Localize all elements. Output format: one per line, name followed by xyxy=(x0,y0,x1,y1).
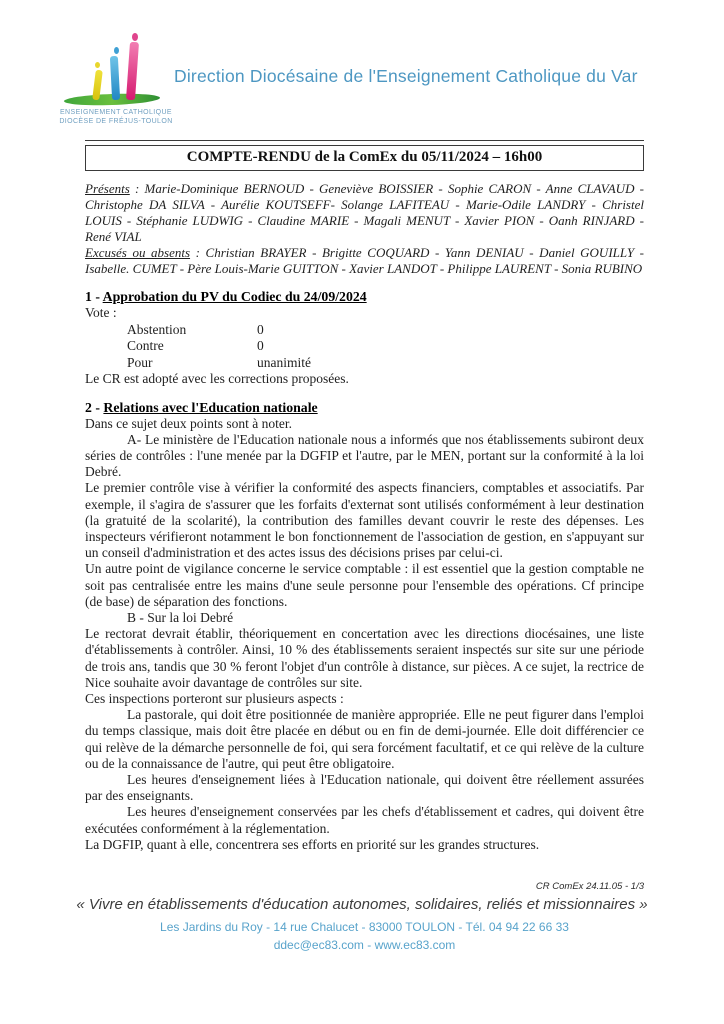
logo-pink-dot-icon xyxy=(132,33,138,41)
paragraph: Le rectorat devrait établir, théoriquement en concertation avec les directions diocésaines, une liste d'établissements à contrôler. Ainsi, 10 % des établissements seraient inspectés sur site sur une période de trois ans, tandis que 30 % feront l'objet d'un contrôle à distance, sur pièces. A ce sujet, la rectrice de Nice souhaite avoir davantage de contrôles sur site. xyxy=(85,626,644,690)
paragraph: Ces inspections porteront sur plusieurs aspects : xyxy=(85,690,344,706)
vote-option-value: 0 xyxy=(257,338,264,353)
paragraph: A- Le ministère de l'Education nationale nous a informés que nos établissements subiront deux séries de contrôles : l'une menée par la DGFIP et l'autre, par le MEN, portant sur la conformité à la loi Debré. xyxy=(85,431,644,480)
vote-result: Le CR est adopté avec les corrections proposées. xyxy=(85,371,349,386)
paragraph: La DGFIP, quant à elle, concentrera ses efforts en priorité sur les grandes structures. xyxy=(85,836,540,852)
excused-paragraph xyxy=(85,245,644,277)
paragraph: Un autre point de vigilance concerne le service comptable : il est essentiel que la gestion comptable ne soit pas centralisée entre les mains d'une seule personne pour l'ensemble des opérations. Cf principe (de base) de séparation des fonctions. xyxy=(85,561,644,609)
section2-heading xyxy=(85,399,644,416)
logo-yellow-dot-icon xyxy=(95,62,100,68)
paragraph: Les heures d'enseignement conservées par les chefs d'établissement et cadres, qui doivent être exécutées conformément à la réglementation. xyxy=(85,804,644,836)
paragraph: Les heures d'enseignement liées à l'Education nationale, qui doivent être réellement assurées par des enseignants. xyxy=(85,771,644,804)
vote-option-label: Contre xyxy=(127,338,164,353)
footer-motto: « Vivre en établissements d'éducation autonomes, solidaires, reliés et missionnaires » xyxy=(76,896,648,913)
organization-title: Direction Diocésaine de l'Enseignement Catholique du Var xyxy=(174,66,638,86)
presents-names: : Marie-Dominique BERNOUD - Geneviève BOISSIER - Sophie CARON - Anne CLAVAUD - Christophe DA SILVA - Aurélie KOUTSEFF- Solange LAFITEAU - Marie-Odile LANDRY - Christel LOUIS - Stéphanie LUDWIG - Claudine MARIE - Magali MENUT - Xavier PION - Oanh RINJARD - René VIAL xyxy=(85,181,644,244)
logo-caption-line1: ENSEIGNEMENT CATHOLIQUE xyxy=(59,109,172,116)
section2-number: 2 - xyxy=(85,399,104,415)
paragraph: La pastorale, qui doit être positionnée de manière appropriée. Elle ne peut figurer dans l'emploi du temps classique, mais doit être placée en début ou en fin de demi-journée. Elle doit différencier ce qui relève de la démarche personnelle de foi, qui sera forcément facultatif, et ce qui relève de la culture ou de la connaissance de l'autre, qui peut être obligatoire. xyxy=(85,707,644,771)
logo-blue-dot-icon xyxy=(114,47,119,54)
paragraph: B - Sur la loi Debré xyxy=(127,609,234,625)
diocese-logo-icon xyxy=(59,36,173,128)
presents-paragraph xyxy=(85,181,644,245)
page-header xyxy=(59,36,668,128)
vote-row-pour xyxy=(85,355,644,372)
vote-row-abstention xyxy=(85,322,644,339)
document-reference: CR ComEx 24.11.05 - 1/3 xyxy=(535,881,644,892)
paragraph: Dans ce sujet deux points sont à noter. xyxy=(85,415,292,431)
logo-blue-stroke-icon xyxy=(110,56,120,100)
logo-caption-line2: DIOCÈSE DE FRÉJUS-TOULON xyxy=(59,118,173,125)
section1-title: Approbation du PV du Codiec du 24/09/2024 xyxy=(102,289,367,304)
document-title: COMPTE-RENDU de la ComEx du 05/11/2024 – 16h00 xyxy=(85,145,644,171)
document-body xyxy=(85,181,644,853)
section2-title: Relations avec l'Education nationale xyxy=(103,399,318,415)
logo-caption xyxy=(58,108,174,126)
section1-number: 1 - xyxy=(85,289,103,304)
vote-option-value: 0 xyxy=(257,321,264,337)
vote-option-value: unanimité xyxy=(257,354,311,370)
vote-label: Vote : xyxy=(85,305,117,320)
vote-row-contre xyxy=(85,338,644,355)
excused-names: : Christian BRAYER - Brigitte COQUARD - Yann DENIAU - Daniel GOUILLY - Isabelle. CUMET - Père Louis-Marie GUITTON - Xavier LANDOT - Philippe LAURENT - Sonia RUBINO xyxy=(85,245,644,276)
logo-pink-stroke-icon xyxy=(126,42,139,100)
footer-contacts: ddec@ec83.com - www.ec83.com xyxy=(273,938,456,952)
excused-label: Excusés ou absents xyxy=(85,245,191,260)
section1-heading xyxy=(85,288,644,305)
vote-option-label: Pour xyxy=(127,354,153,370)
paragraph: Le premier contrôle vise à vérifier la conformité des aspects financiers, comptables et associatifs. Par exemple, il s'agira de s'assurer que les forfaits d'externat sont utilisés conformément à leur destination (la gratuité de la scolarité), la contribution des familles devant couvrir le reste des dépenses. Les inspecteurs vérifieront notamment le bon fonctionnement de l'association de gestion, en s'appuyant sur un conseil d'administration et des actes issus des décisions prises par celui-ci. xyxy=(85,480,644,561)
vote-option-label: Abstention xyxy=(127,321,187,337)
header-rule xyxy=(85,140,644,141)
footer-address: Les Jardins du Roy - 14 rue Chalucet - 83000 TOULON - Tél. 04 94 22 66 33 xyxy=(160,920,569,934)
presents-label: Présents xyxy=(85,181,130,196)
